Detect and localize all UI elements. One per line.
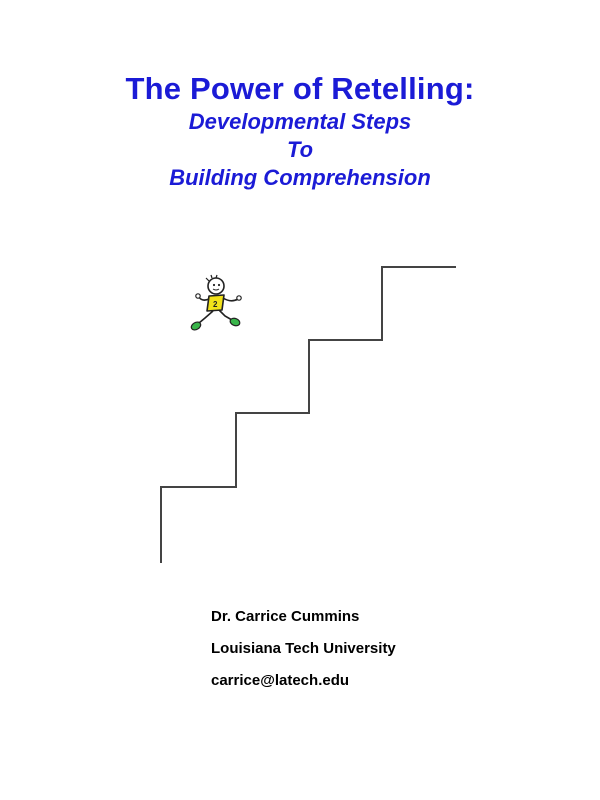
subtitle-line-2: To [286,137,314,162]
running-stick-figure-icon [190,275,241,332]
author-institution: Louisiana Tech University [211,640,396,657]
author-name: Dr. Carrice Cummins [211,608,360,625]
author-block [211,607,396,703]
subtitle-line-1: Developmental Steps [188,109,412,134]
page-title: The Power of Retelling: [125,71,475,106]
svg-text:2: 2 [213,300,218,309]
subtitle-line-3: Building Comprehension [169,165,431,190]
staircase-icon [161,267,456,563]
author-email: carrice@latech.edu [211,672,350,689]
